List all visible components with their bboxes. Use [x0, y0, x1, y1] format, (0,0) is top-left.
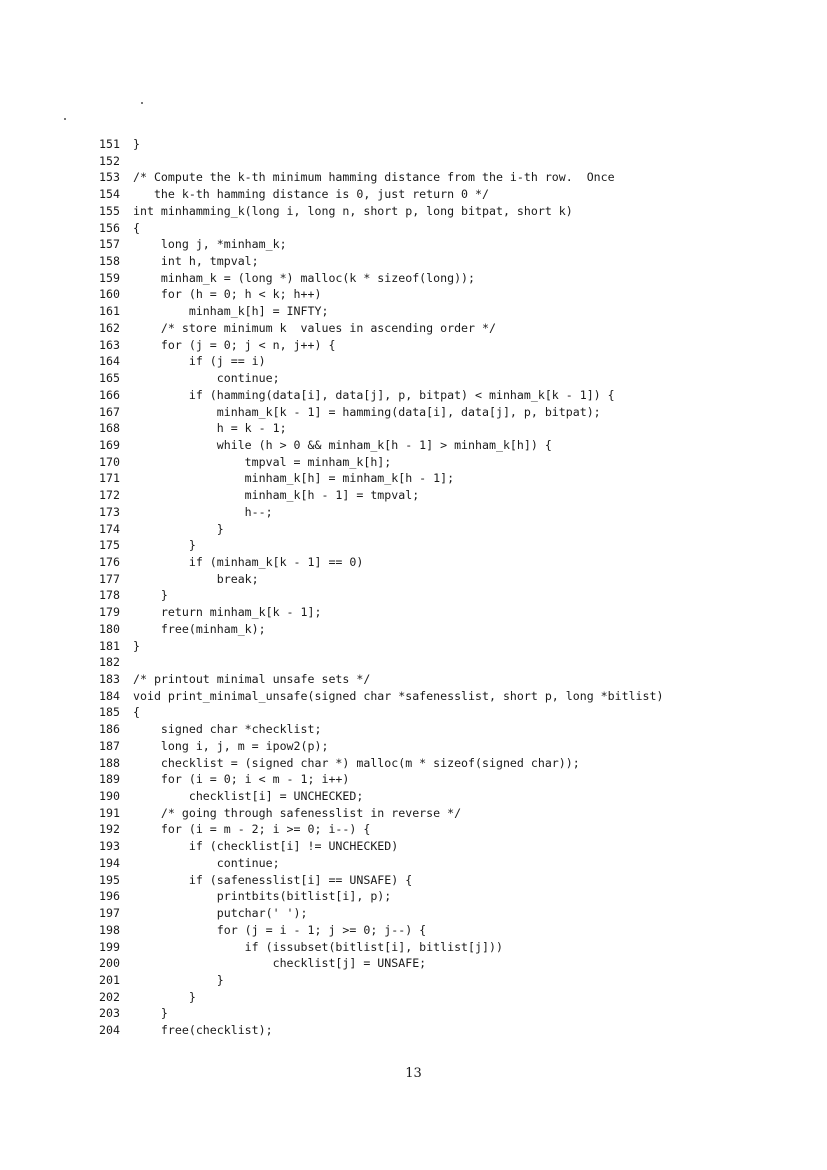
scan-speck [64, 118, 66, 120]
code-line [94, 755, 794, 772]
line-number: 194 [99, 855, 120, 870]
code-text: h--; [133, 504, 273, 519]
code-line [94, 203, 794, 220]
code-line [94, 638, 794, 655]
line-number: 180 [99, 621, 120, 636]
code-text: for (i = m - 2; i >= 0; i--) { [133, 822, 371, 837]
code-line [94, 454, 794, 471]
line-number: 175 [99, 538, 120, 553]
code-line [94, 404, 794, 421]
code-line [94, 470, 794, 487]
code-line [94, 303, 794, 320]
code-line [94, 420, 794, 437]
code-text: for (i = 0; i < m - 1; i++) [133, 772, 350, 787]
code-line [94, 286, 794, 303]
code-line [94, 621, 794, 638]
code-line [94, 805, 794, 822]
code-line [94, 387, 794, 404]
code-line [94, 554, 794, 571]
code-line [94, 888, 794, 905]
line-number: 198 [99, 922, 120, 937]
code-text: the k-th hamming distance is 0, just return 0 */ [133, 187, 489, 202]
line-number: 183 [99, 672, 120, 686]
line-number: 191 [99, 805, 120, 820]
line-number: 204 [99, 1023, 120, 1038]
code-line [94, 537, 794, 554]
code-text: continue; [133, 855, 280, 870]
line-number: 193 [99, 839, 120, 854]
code-text: if (issubset(bitlist[i], bitlist[j])) [133, 939, 503, 954]
line-number: 173 [99, 504, 120, 519]
code-text: for (j = i - 1; j >= 0; j--) { [133, 922, 427, 937]
line-number: 179 [99, 605, 120, 620]
line-number: 184 [99, 688, 120, 703]
code-listing [94, 136, 794, 1039]
code-line [94, 236, 794, 253]
code-line [94, 136, 794, 153]
line-number: 190 [99, 789, 120, 804]
code-line [94, 504, 794, 521]
code-line [94, 905, 794, 922]
line-number: 157 [99, 237, 120, 252]
line-number: 200 [99, 956, 120, 971]
code-text: } [133, 972, 224, 987]
line-number: 153 [99, 170, 120, 185]
line-number: 202 [99, 989, 120, 1004]
code-line [94, 704, 794, 721]
line-number: 151 [99, 137, 120, 151]
line-number: 203 [99, 1006, 120, 1021]
code-line [94, 972, 794, 989]
code-text: free(checklist); [133, 1023, 273, 1038]
code-line [94, 738, 794, 755]
line-number: 162 [99, 320, 120, 335]
line-number: 158 [99, 254, 120, 269]
code-text: minham_k[h - 1] = tmpval; [133, 488, 420, 503]
code-line [94, 587, 794, 604]
code-text: for (j = 0; j < n, j++) { [133, 337, 336, 352]
code-text: if (safenesslist[i] == UNSAFE) { [133, 872, 413, 887]
code-text: void print_minimal_unsafe(signed char *safenesslist, short p, long *bitlist) [133, 688, 664, 703]
line-number: 168 [99, 421, 120, 436]
code-line [94, 671, 794, 688]
code-line [94, 922, 794, 939]
code-text: } [133, 588, 168, 603]
line-number: 174 [99, 521, 120, 536]
code-text: checklist[i] = UNCHECKED; [133, 789, 364, 804]
line-number: 159 [99, 270, 120, 285]
code-text: } [133, 538, 196, 553]
code-line [94, 253, 794, 270]
line-number: 164 [99, 354, 120, 369]
code-line [94, 654, 794, 671]
code-text: } [133, 638, 140, 653]
code-text: putchar(' '); [133, 906, 308, 921]
code-text: minham_k = (long *) malloc(k * sizeof(long)); [133, 270, 476, 285]
code-line [94, 220, 794, 237]
line-number: 166 [99, 387, 120, 402]
code-line [94, 939, 794, 956]
code-line [94, 1005, 794, 1022]
code-text: printbits(bitlist[i], p); [133, 889, 392, 904]
code-text: /* store minimum k values in ascending order */ [133, 320, 496, 335]
line-number: 188 [99, 755, 120, 770]
line-number: 177 [99, 571, 120, 586]
line-number: 186 [99, 722, 120, 737]
line-number: 199 [99, 939, 120, 954]
line-number: 161 [99, 304, 120, 319]
line-number: 189 [99, 772, 120, 787]
code-text: continue; [133, 371, 280, 386]
line-number: 167 [99, 404, 120, 419]
line-number: 195 [99, 872, 120, 887]
code-line [94, 821, 794, 838]
code-text: signed char *checklist; [133, 722, 322, 737]
code-text: /* Compute the k-th minimum hamming distance from the i-th row. Once [133, 170, 615, 185]
code-text: if (minham_k[k - 1] == 0) [133, 554, 364, 569]
code-text: long j, *minham_k; [133, 237, 287, 252]
code-line [94, 320, 794, 337]
code-text: int h, tmpval; [133, 254, 259, 269]
code-line [94, 955, 794, 972]
code-line [94, 838, 794, 855]
line-number: 201 [99, 972, 120, 987]
code-text: free(minham_k); [133, 621, 266, 636]
line-number: 178 [99, 588, 120, 603]
code-text: long i, j, m = ipow2(p); [133, 738, 329, 753]
code-line [94, 1022, 794, 1039]
code-text: } [133, 1006, 168, 1021]
code-text: for (h = 0; h < k; h++) [133, 287, 322, 302]
code-line [94, 186, 794, 203]
line-number: 156 [99, 220, 120, 235]
code-text: tmpval = minham_k[h]; [133, 454, 392, 469]
line-number: 192 [99, 822, 120, 837]
code-text: while (h > 0 && minham_k[h - 1] > minham_k[h]) { [133, 437, 552, 452]
code-line [94, 788, 794, 805]
line-number: 169 [99, 437, 120, 452]
code-text: } [133, 521, 224, 536]
code-text: /* going through safenesslist in reverse */ [133, 805, 462, 820]
line-number: 170 [99, 454, 120, 469]
line-number: 155 [99, 203, 120, 218]
code-text: if (hamming(data[i], data[j], p, bitpat) < minham_k[k - 1]) { [133, 387, 615, 402]
code-line [94, 721, 794, 738]
code-text: if (j == i) [133, 354, 266, 369]
code-text: break; [133, 571, 259, 586]
code-line [94, 270, 794, 287]
page-number: 13 [405, 1066, 422, 1081]
code-line [94, 989, 794, 1006]
code-line [94, 521, 794, 538]
code-text: return minham_k[k - 1]; [133, 605, 322, 620]
code-text: /* printout minimal unsafe sets */ [133, 672, 371, 686]
code-line [94, 169, 794, 186]
line-number: 196 [99, 889, 120, 904]
code-text: } [133, 989, 196, 1004]
code-line [94, 571, 794, 588]
line-number: 185 [99, 705, 120, 720]
code-text: if (checklist[i] != UNCHECKED) [133, 839, 399, 854]
code-text: { [133, 705, 140, 720]
line-number: 187 [99, 738, 120, 753]
line-number: 154 [99, 187, 120, 202]
code-line [94, 688, 794, 705]
line-number: 181 [99, 638, 120, 653]
code-line [94, 353, 794, 370]
line-number: 172 [99, 488, 120, 503]
code-line [94, 771, 794, 788]
line-number: 163 [99, 337, 120, 352]
code-text: int minhamming_k(long i, long n, short p, long bitpat, short k) [133, 203, 573, 218]
line-number: 197 [99, 906, 120, 921]
line-number: 171 [99, 471, 120, 486]
code-line [94, 855, 794, 872]
code-line [94, 153, 794, 170]
code-text: { [133, 220, 140, 235]
line-number: 165 [99, 371, 120, 386]
code-text: checklist[j] = UNSAFE; [133, 956, 427, 971]
line-number: 152 [99, 153, 120, 168]
line-number: 160 [99, 287, 120, 302]
code-line [94, 337, 794, 354]
code-text: minham_k[h] = minham_k[h - 1]; [133, 471, 455, 486]
code-line [94, 437, 794, 454]
code-text: } [133, 137, 140, 151]
code-line [94, 604, 794, 621]
code-line [94, 370, 794, 387]
code-text: minham_k[k - 1] = hamming(data[i], data[j], p, bitpat); [133, 404, 601, 419]
code-text: minham_k[h] = INFTY; [133, 304, 329, 319]
line-number: 182 [99, 655, 120, 670]
line-number: 176 [99, 554, 120, 569]
code-text: checklist = (signed char *) malloc(m * sizeof(signed char)); [133, 755, 580, 770]
code-line [94, 872, 794, 889]
code-text: h = k - 1; [133, 421, 287, 436]
code-line [94, 487, 794, 504]
scan-speck [141, 102, 143, 104]
